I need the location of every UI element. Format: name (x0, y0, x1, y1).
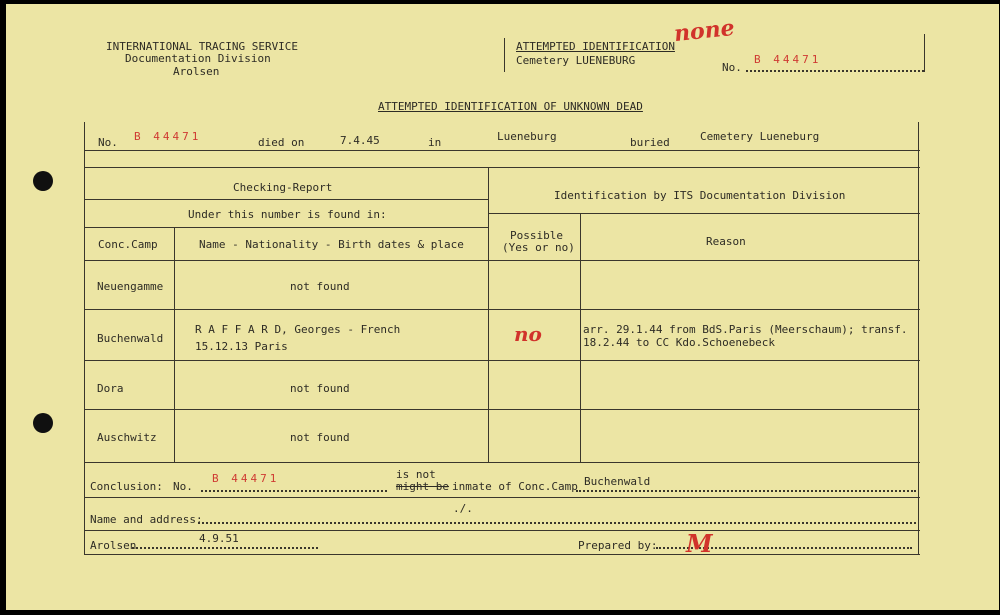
name-address-dots (198, 522, 916, 524)
header-no-value: B 44471 (754, 53, 822, 66)
identification-title: Identification by ITS Documentation Division (554, 189, 846, 202)
row3-line (84, 409, 920, 410)
org-city: Arolsen (173, 65, 220, 78)
conclusion-is-not: is not (396, 468, 436, 481)
checking-report-title: Checking-Report (233, 181, 333, 194)
name-address-value: ./. (453, 502, 473, 515)
row-dora-name: not found (290, 382, 350, 395)
frame-right (918, 122, 919, 554)
footer-date: 4.9.51 (199, 532, 239, 545)
col-header-name: Name - Nationality - Birth dates & place (199, 238, 464, 251)
name-address-label: Name and address: (90, 513, 203, 526)
info-underline (84, 150, 920, 151)
checking-subtitle-line (84, 227, 488, 228)
conclusion-label: Conclusion: (90, 480, 163, 493)
checking-title-line (84, 199, 488, 200)
info-no-value: B 44471 (134, 130, 202, 143)
org-division: Documentation Division (125, 52, 271, 65)
col-divider-camp (174, 227, 175, 462)
frame-bottom (84, 554, 920, 555)
row-buchenwald-reason-1: arr. 29.1.44 from BdS.Paris (Meerschaum); transf. (583, 323, 908, 336)
conclusion-camp: Buchenwald (584, 475, 651, 488)
col-header-possible-1: Possible (510, 229, 563, 242)
header-no-dots (746, 70, 924, 72)
row2-line (84, 360, 920, 361)
died-label: died on (258, 136, 305, 149)
prepared-by-mark: M (686, 529, 713, 558)
died-date: 7.4.45 (340, 134, 380, 147)
table-center-divider (488, 167, 489, 462)
row1-line (84, 309, 920, 310)
buried-label: buried (630, 136, 670, 149)
col-divider-possible (580, 213, 581, 462)
row-neuengamme-name: not found (290, 280, 350, 293)
attempted-label: ATTEMPTED IDENTIFICATION (516, 40, 675, 53)
cemetery-label: Cemetery LUENEBURG (516, 54, 636, 67)
punch-hole-top (33, 171, 53, 191)
info-no-label: No. (98, 136, 118, 149)
table-bottom-line (84, 462, 920, 463)
col-header-camp: Conc.Camp (98, 238, 158, 251)
col-header-possible-2: (Yes or no) (502, 241, 575, 254)
conclusion-no-value: B 44471 (212, 472, 280, 485)
footer-date-dots (132, 547, 318, 549)
conclusion-no-dots (201, 490, 387, 492)
row-dora-camp: Dora (97, 382, 124, 395)
frame-left (84, 122, 85, 554)
header-right-border (924, 34, 925, 72)
conclusion-no-label: No. (173, 480, 193, 493)
row-neuengamme-camp: Neuengamme (97, 280, 164, 293)
document-title: ATTEMPTED IDENTIFICATION OF UNKNOWN DEAD (378, 100, 643, 113)
col-header-reason: Reason (706, 235, 746, 248)
row-buchenwald-name-1: R A F F A R D, Georges - French (195, 323, 401, 336)
prepared-by-label: Prepared by: (578, 539, 658, 552)
row-buchenwald-camp: Buchenwald (97, 332, 164, 345)
checking-subtitle: Under this number is found in: (188, 208, 387, 221)
in-label: in (428, 136, 442, 149)
footer-place: Arolsen (90, 539, 137, 552)
ident-title-line (488, 213, 920, 214)
death-place: Lueneburg (497, 130, 557, 143)
org-name: INTERNATIONAL TRACING SERVICE (106, 40, 299, 53)
row-auschwitz-camp: Auschwitz (97, 431, 157, 444)
name-address-line (84, 530, 920, 531)
conclusion-inmate: inmate of Conc.Camp (452, 480, 578, 493)
row-buchenwald-possible: no (514, 322, 542, 346)
table-top-line (84, 167, 920, 168)
row-auschwitz-name: not found (290, 431, 350, 444)
header-bottom-line (84, 260, 920, 261)
row-buchenwald-reason-2: 18.2.44 to CC Kdo.Schoenebeck (583, 336, 776, 349)
row-buchenwald-name-2: 15.12.13 Paris (195, 340, 288, 353)
conclusion-might-be: might be (396, 480, 449, 493)
identification-card (6, 4, 999, 610)
buried-place: Cemetery Lueneburg (700, 130, 820, 143)
header-no-label: No. (722, 61, 742, 74)
handwritten-none: none (672, 14, 736, 48)
punch-hole-bottom (33, 413, 53, 433)
header-divider (504, 38, 505, 72)
conclusion-camp-dots (576, 490, 916, 492)
conclusion-line (84, 497, 920, 498)
